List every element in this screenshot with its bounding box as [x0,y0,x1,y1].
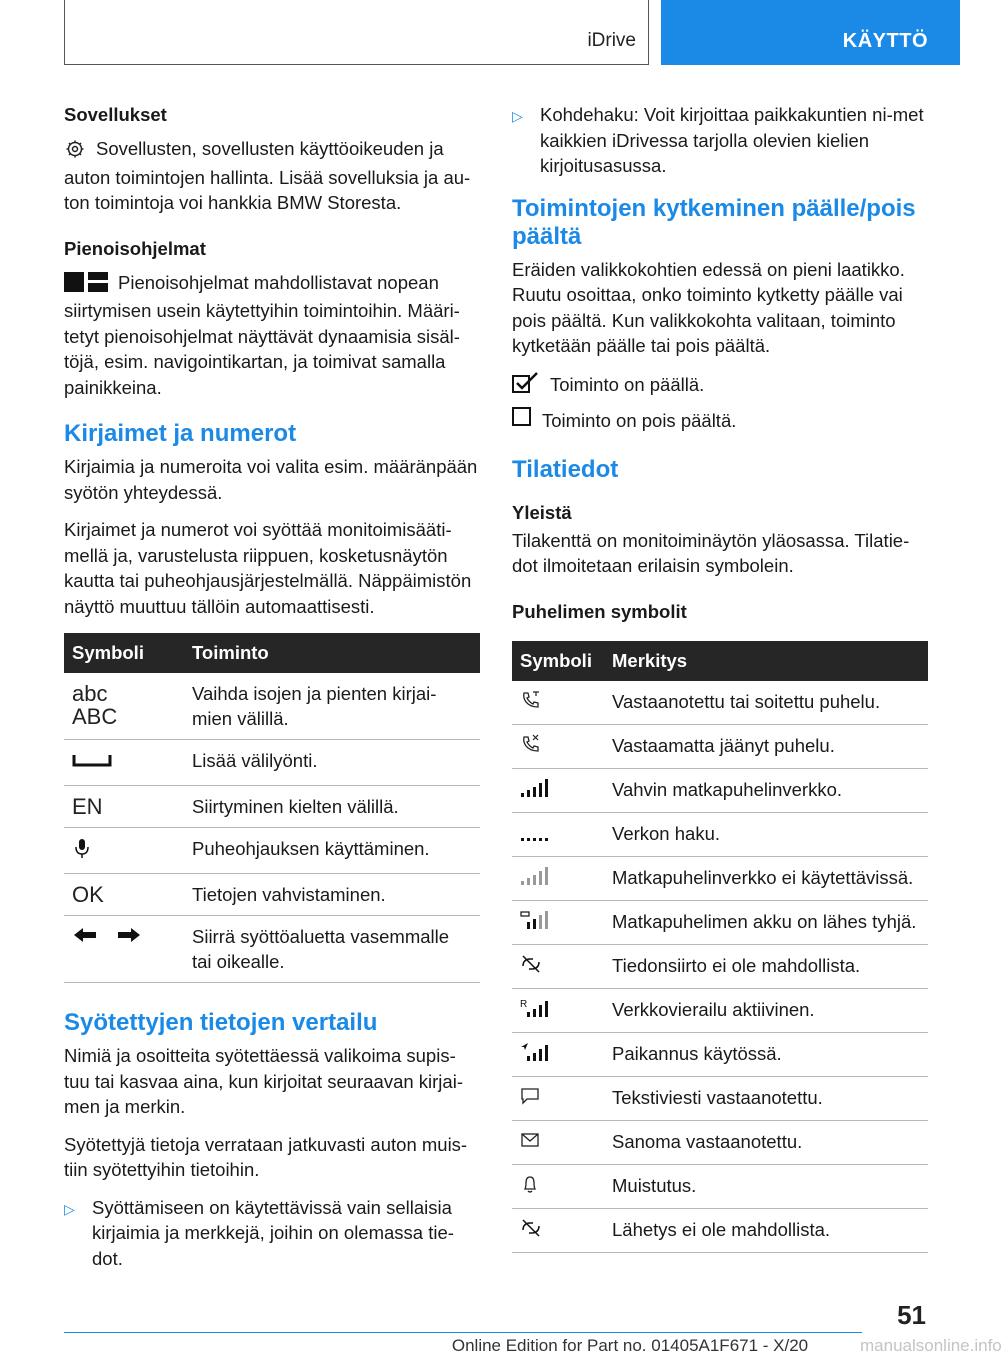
toggle-heading: Toimintojen kytkeminen päälle/pois päältä [512,194,916,250]
table-row [512,988,928,1032]
table-row [512,681,928,725]
function-off-row [512,407,928,434]
footer-divider [64,1332,862,1333]
space-icon [64,740,184,786]
letters-paragraph-2: Kirjaimet ja numerot voi syöttää monitoimisääti-mellä ja, varustelusta riippuen, kosketusnäytön kautta tai puheohjausjärjestelmällä. Näppäimistön näyttö muuttuu tällöin automaattisesti. [64,519,472,617]
apps-gear-icon [64,139,86,165]
function-on-text: Toiminto on päällä. [550,374,705,395]
table-row [64,874,480,916]
letters-paragraph-1: Kirjaimia ja numeroita voi valita esim. määränpään syötön yhteydessä. [64,456,478,503]
apps-text: Sovellusten, sovellusten käyttöoikeuden ja auton toimintojen hallinta. Lisää sovelluksia ja au-ton toimintoja voi hankkia BMW Storesta. [64,138,471,213]
table-cell-text: Matkapuhelinverkko ei käytettävissä. [604,856,928,900]
header-section-title: iDrive [587,30,636,51]
widgets-paragraph [64,270,480,401]
table-row [512,1076,928,1120]
table-header-row [64,633,480,673]
table-cell-text: Matkapuhelimen akku on lähes tyhjä. [604,900,928,944]
letters-heading: Kirjaimet ja numerot [64,420,297,447]
sms-icon [512,1076,604,1120]
bullet-triangle-icon: ▷ [64,1200,75,1217]
header-section-box [64,0,649,65]
table-row [64,673,480,740]
apps-title: Sovellukset [64,104,167,125]
table-row [512,900,928,944]
table-row [512,944,928,988]
function-off-text: Toiminto on pois päältä. [542,409,737,431]
table-row [512,768,928,812]
widgets-icon [64,272,108,299]
checkbox-checked-icon [512,371,550,400]
phone-call-icon [512,681,604,725]
phone-symbols-title: Puhelimen symbolit [512,600,687,622]
table-cell-text: Siirtyminen kielten välillä. [184,786,480,828]
table-cell-text: Siirrä syöttöaluetta vasemmalle tai oikealle. [184,916,480,983]
missed-call-icon [512,724,604,768]
compare-paragraph-2: Syötettyjä tietoja verrataan jatkuvasti auton muis-tiin syötettyihin tietoihin. [64,1133,468,1180]
battery-low-icon [512,900,604,944]
table-header-meaning: Merkitys [604,641,928,681]
table-cell-text: Sanoma vastaanotettu. [604,1120,928,1164]
search-bullet-text: Kohdehaku: Voit kirjoittaa paikkakuntien ni-met kaikkien iDrivessa tarjolla olevien kielien kirjoitusasussa. [540,104,924,176]
compare-heading: Syötettyjen tietojen vertailu [64,1009,378,1036]
table-row [512,1120,928,1164]
roaming-icon [512,988,604,1032]
general-paragraph: Tilakenttä on monitoiminäytön yläosassa. Tilatie-dot ilmoitetaan erilaisin symbolein. [512,529,910,576]
function-on-row [512,371,928,400]
table-header-symbol: Symboli [512,641,604,681]
bullet-triangle-icon: ▷ [512,108,523,124]
location-icon [512,1032,604,1076]
table-cell-text: Verkkovierailu aktiivinen. [604,988,928,1032]
case-symbol-upper: ABC [72,704,118,729]
compare-bullet [64,1195,480,1272]
table-cell-text: Puheohjauksen käyttäminen. [184,828,480,874]
left-column [64,102,480,1281]
toggle-paragraph: Eräiden valikkokohtien edessä on pieni laatikko. Ruutu osoittaa, onko toiminto kytketty päälle vai pois päältä. Kun valikkokohta valitaan, toiminto kytketään päälle tai pois päältä. [512,258,905,356]
table-cell-text: Verkon haku. [604,812,928,856]
table-row [64,916,480,983]
table-row [512,812,928,856]
status-heading: Tilatiedot [512,455,619,483]
table-header-row [512,641,928,681]
no-send-icon [512,1208,604,1252]
footer-watermark: manualsonline.info [860,1336,1002,1355]
svg-text:R: R [520,998,528,1010]
mail-icon [512,1120,604,1164]
table-row [512,724,928,768]
table-row [512,1164,928,1208]
case-symbol-lower: abc [72,681,108,706]
footer-edition: Online Edition for Part no. 01405A1F671 - X/20 [451,1336,809,1355]
signal-strong-icon [512,768,604,812]
table-header-function: Toiminto [184,633,480,673]
ok-symbol [64,874,184,916]
table-row [512,1032,928,1076]
bell-icon [512,1164,604,1208]
table-row [512,856,928,900]
header-chapter-title: KÄYTTÖ [842,30,928,52]
table-cell-text: Vahvin matkapuhelinverkko. [604,768,928,812]
keyboard-symbols-table [64,633,480,983]
table-header-symbol: Symboli [64,633,184,673]
table-cell-text: Tietojen vahvistaminen. [184,874,480,916]
table-cell-text: Tekstiviesti vastaanotettu. [604,1076,928,1120]
language-symbol [64,786,184,828]
table-row [64,786,480,828]
network-search-icon [512,812,604,856]
language-symbol-text: EN [72,794,103,819]
microphone-icon [64,828,184,874]
search-bullet [512,102,928,179]
widgets-title: Pienoisohjelmat [64,237,206,259]
table-cell-text: Lisää välilyönti. [184,740,480,786]
table-row [512,1208,928,1252]
table-row [64,828,480,874]
widgets-text: Pienoisohjelmat mahdollistavat nopean siirtymisen usein käytettyihin toimintoihin. Määri-tetyt pienoisohjelmat näyttävät dynaamisia sisäl-töjä, esim. navigointikartan, ja toimivat samalla painikkeina. [64,271,460,398]
table-cell-text: Tiedonsiirto ei ole mahdollista. [604,944,928,988]
table-cell-text: Muistutus. [604,1164,928,1208]
no-data-icon [512,944,604,988]
checkbox-empty-icon [512,407,542,434]
table-row [64,740,480,786]
compare-bullet-text: Syöttämiseen on käytettävissä vain sellaisia kirjaimia ja merkkejä, joihin on olemassa tie-dot. [92,1196,454,1269]
compare-paragraph-1: Nimiä ja osoitteita syötettäessä valikoima supis-tuu tai kasvaa aina, kun kirjoitat seuraavan kirjai-men ja merkin. [64,1045,463,1117]
case-toggle-symbol [64,673,184,740]
arrow-left-right-icon [64,916,184,983]
table-cell-text: Vaihda isojen ja pienten kirjai-mien välillä. [184,673,480,740]
ok-symbol-text: OK [72,882,104,907]
table-cell-text: Vastaanotettu tai soitettu puhelu. [604,681,928,725]
table-cell-text: Lähetys ei ole mahdollista. [604,1208,928,1252]
page-number: 51 [897,1300,926,1330]
general-title: Yleistä [512,501,572,523]
phone-symbols-table [512,641,928,1253]
header-chapter-tab [661,0,960,65]
apps-paragraph [64,136,480,216]
table-cell-text: Paikannus käytössä. [604,1032,928,1076]
signal-unavailable-icon [512,856,604,900]
right-column [512,102,928,1253]
table-cell-text: Vastaamatta jäänyt puhelu. [604,724,928,768]
